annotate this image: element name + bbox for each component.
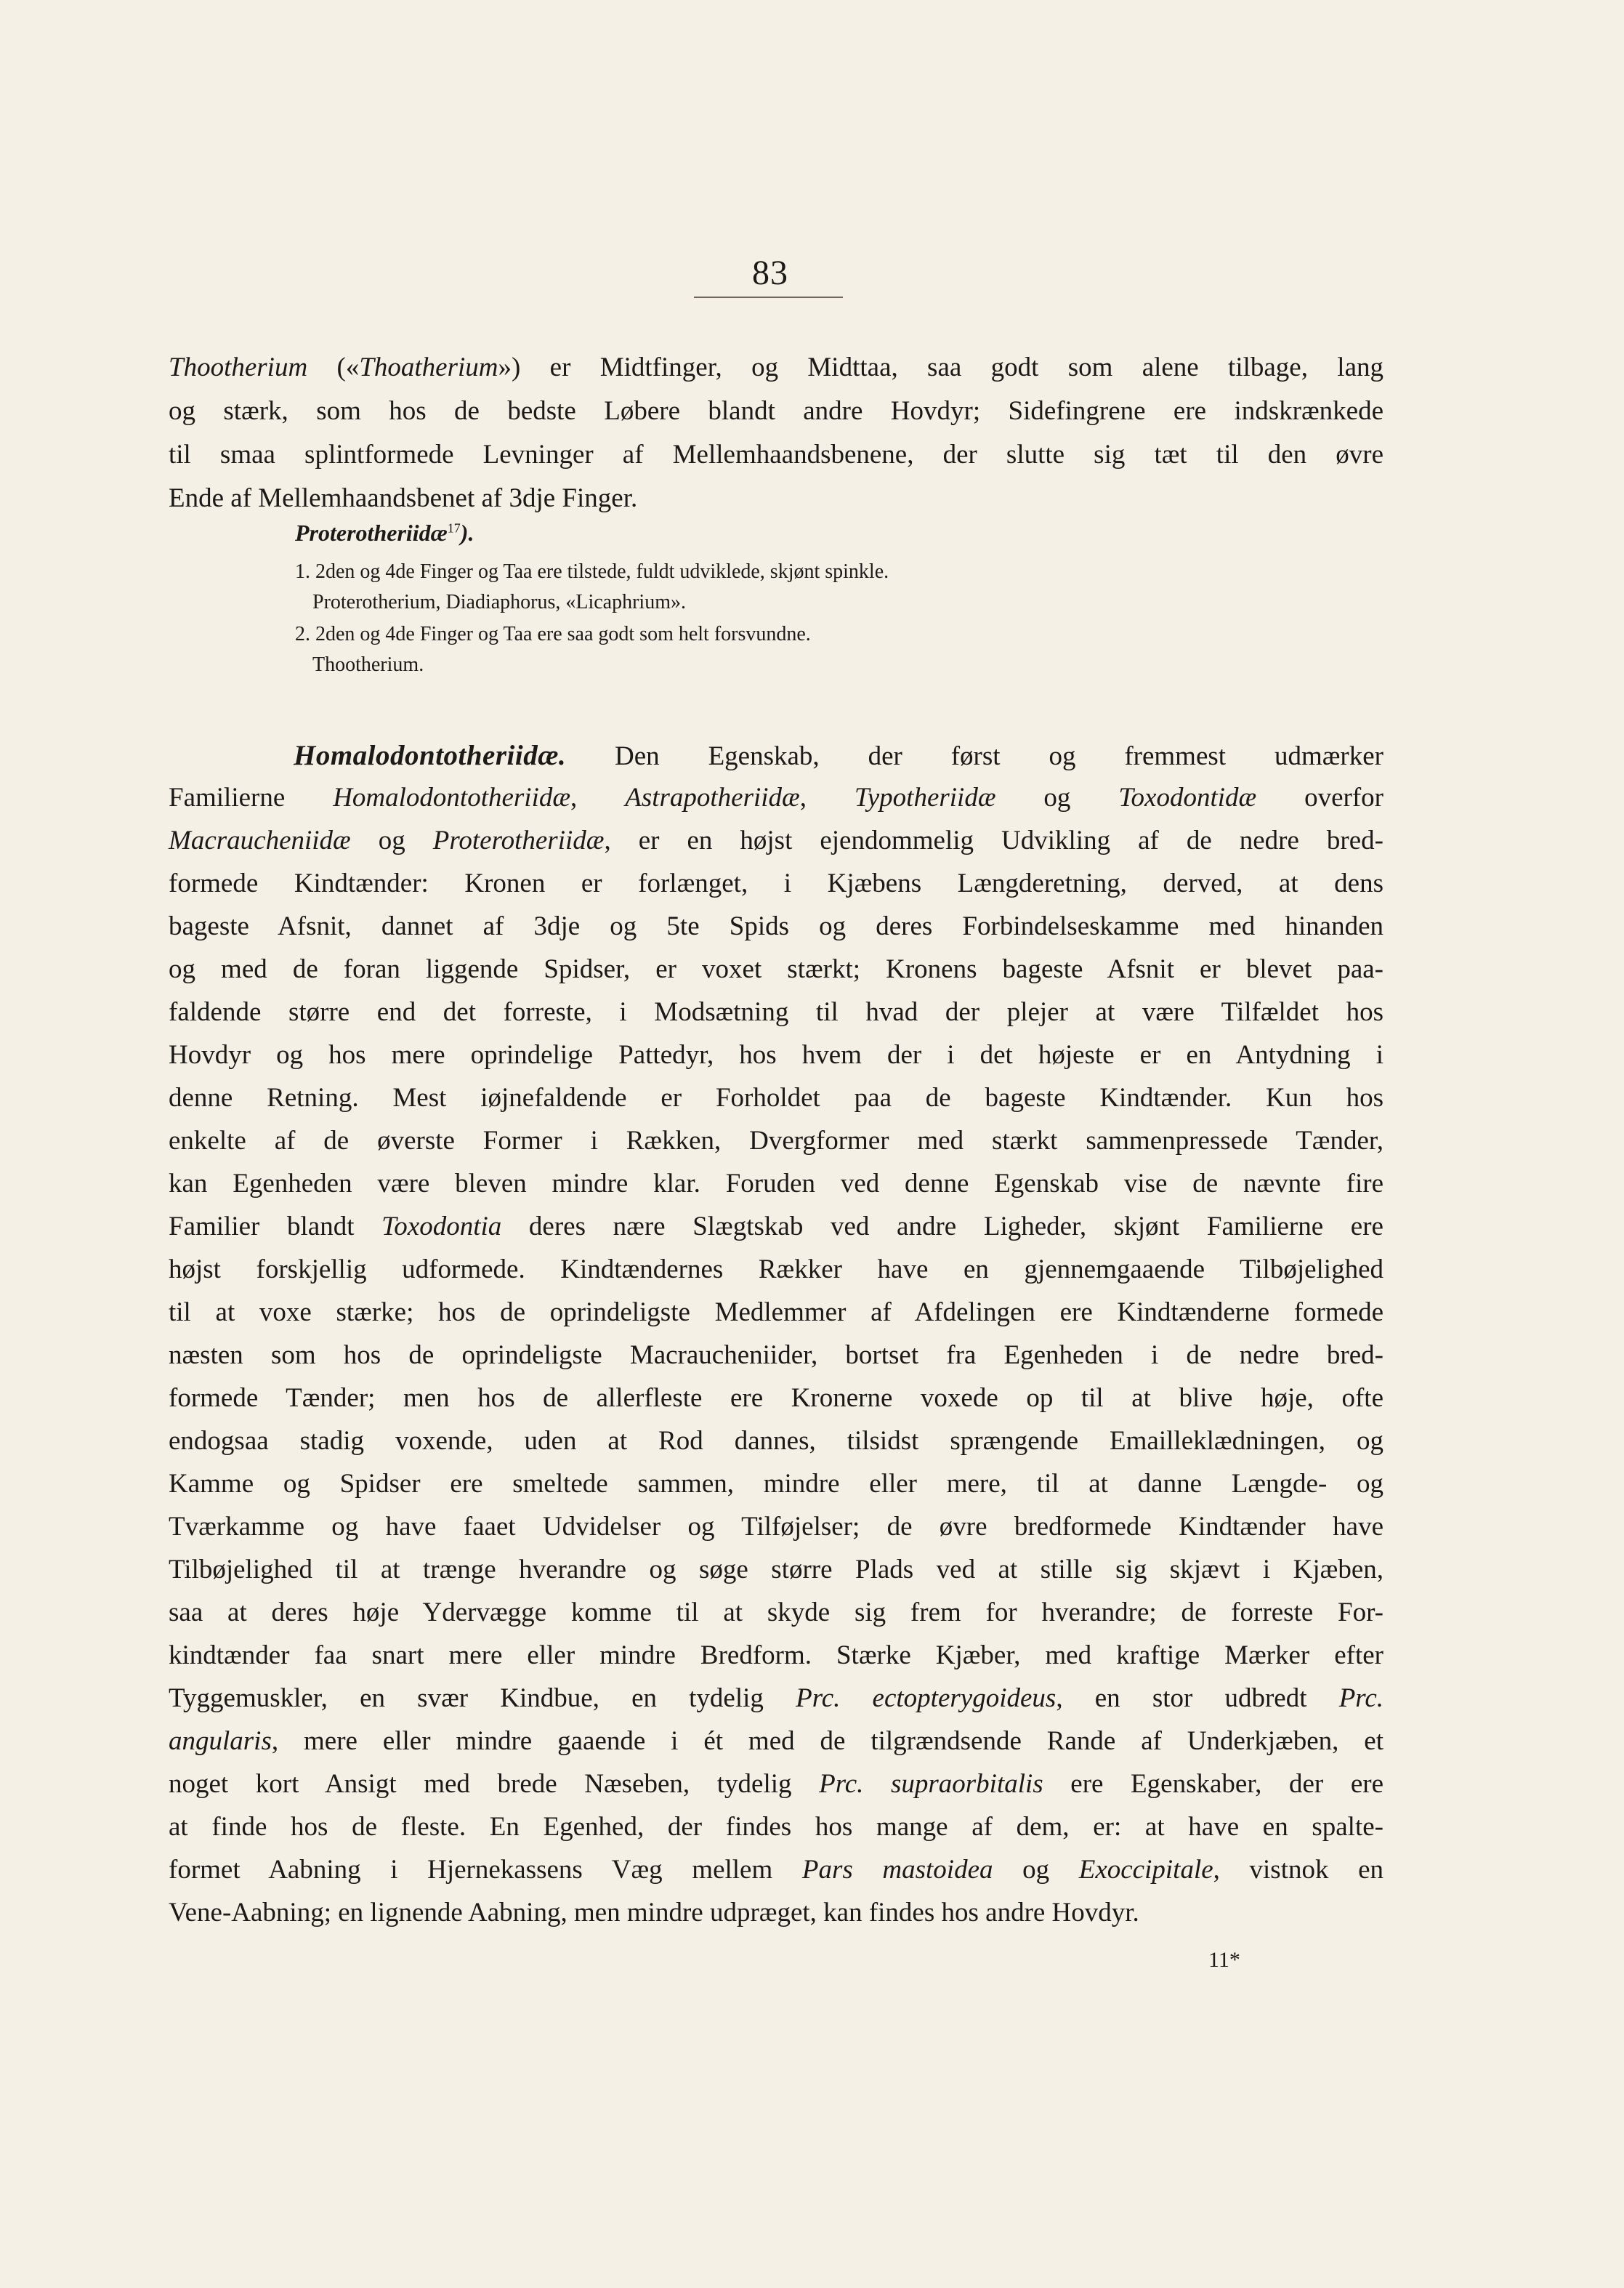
- key-item-2-genera: Thootherium.: [312, 653, 424, 676]
- genus-name: Thootherium: [169, 353, 308, 382]
- anatomical-term: Exoccipitale: [1078, 1855, 1213, 1885]
- anatomical-term: angularis: [169, 1726, 272, 1756]
- homalo-line-14: til at voxe stærke; hos de oprindeligste Medlemmer af Afdelingen ere Kindtænderne formede: [169, 1297, 1383, 1327]
- intro-line-3: til smaa splintformede Levninger af Mellemhaandsbenene, der slutte sig tæt til den øvre: [169, 440, 1383, 470]
- proterotheriidae-heading: [295, 520, 474, 547]
- text-span: deres nære Slægtskab ved andre Ligheder, skjønt Familierne ere: [501, 1212, 1383, 1241]
- homalo-line-19: Tværkamme og have faaet Udvidelser og Tilføjelser; de øvre bredformede Kindtænder have: [169, 1512, 1383, 1542]
- homalo-line-13: højst forskjellig udformede. Kindtændernes Rækker have en gjennemgaaende Tilbøjelighed: [169, 1254, 1383, 1284]
- footnote-ref: 17: [447, 520, 461, 536]
- intro-line-1: [169, 346, 1383, 390]
- text-span: og: [995, 783, 1119, 813]
- text-span: Familierne: [169, 783, 334, 813]
- homalo-line-4: formede Kindtænder: Kronen er forlænget, i Kjæbens Længderetning, derved, at dens: [169, 869, 1383, 898]
- text-span: ere Egenskaber, der ere: [1043, 1769, 1383, 1799]
- text-span: («: [307, 353, 360, 382]
- taxon-name: Homalodontotheriidæ: [333, 783, 571, 813]
- taxon-name: Astrapotheriidæ: [625, 783, 800, 813]
- homalo-line-26: at finde hos de fleste. En Egenhed, der findes hos mange af dem, er: at have en spalte-: [169, 1812, 1383, 1842]
- text-span: ») er Midtfinger, og Midttaa, saa godt som alene tilbage, lang: [498, 353, 1383, 382]
- anatomical-term: Pars mastoidea: [801, 1855, 993, 1885]
- text-span: Tyggemuskler, en svær Kindbue, en tydelig: [169, 1683, 796, 1713]
- homalo-line-7: faldende større end det forreste, i Modsætning til hvad der plejer at være Tilfældet hos: [169, 997, 1383, 1027]
- homalo-line-9: denne Retning. Mest iøjnefaldende er Forholdet paa de bageste Kindtænder. Kun hos: [169, 1083, 1383, 1113]
- taxon-name: Macraucheniidæ: [169, 826, 351, 855]
- key-item-2: 2. 2den og 4de Finger og Taa ere saa godt som helt forsvundne.: [295, 623, 811, 645]
- text-span: , en stor udbredt: [1056, 1683, 1339, 1713]
- text-span: og: [350, 826, 433, 855]
- taxon-name: Toxodontia: [381, 1212, 502, 1241]
- text-span: overfor: [1256, 783, 1384, 813]
- section-heading: Homalodontotheriidæ.: [294, 740, 567, 771]
- homalo-line-21: saa at deres høje Ydervægge komme til at skyde sig frem for hverandre; de forreste For-: [169, 1598, 1383, 1627]
- homalo-line-17: endogsaa stadig voxende, uden at Rod dannes, tilsidst sprængende Emailleklædningen, og: [169, 1426, 1383, 1456]
- homalo-line-20: Tilbøjelighed til at trænge hverandre og søge større Plads ved at stille sig skjævt i Kjæben,: [169, 1555, 1383, 1584]
- text-span: og: [993, 1855, 1079, 1885]
- intro-line-4: Ende af Mellemhaandsbenet af 3dje Finger.: [169, 483, 638, 513]
- anatomical-term: Prc.: [1338, 1683, 1383, 1713]
- text-span: noget kort Ansigt med brede Næseben, tydelig: [169, 1769, 820, 1799]
- homalo-line-3: [169, 819, 1383, 863]
- homalo-line-18: Kamme og Spidser ere smeltede sammen, mindre eller mere, til at danne Længde- og: [169, 1469, 1383, 1499]
- homalo-line-8: Hovdyr og hos mere oprindelige Pattedyr, hos hvem der i det højeste er en Antydning i: [169, 1040, 1383, 1070]
- text-span: ,: [799, 783, 855, 813]
- homalo-line-5: bageste Afsnit, dannet af 3dje og 5te Spids og deres Forbindelseskamme med hinanden: [169, 911, 1383, 941]
- text-span: Den Egenskab, der først og fremmest udmærker: [566, 741, 1383, 771]
- homalo-line-28: Vene-Aabning; en lignende Aabning, men mindre udpræget, kan findes hos andre Hovdyr.: [169, 1898, 1139, 1928]
- homalo-line-2: [169, 776, 1383, 820]
- homalo-line-1: [294, 734, 1383, 778]
- intro-line-2: og stærk, som hos de bedste Løbere blandt andre Hovdyr; Sidefingrene ere indskrænkede: [169, 396, 1383, 426]
- taxon-name: Proterotheriidæ: [432, 826, 605, 855]
- key-item-1-genera: Proterotherium, Diadiaphorus, «Licaphrium».: [312, 591, 686, 613]
- homalo-line-23: [169, 1677, 1383, 1720]
- homalo-line-27: [169, 1848, 1383, 1892]
- heading-end: ).: [460, 520, 474, 546]
- text-span: formet Aabning i Hjernekassens Væg mellem: [169, 1855, 802, 1885]
- homalo-line-25: [169, 1763, 1383, 1806]
- homalo-line-10: enkelte af de øverste Former i Rækken, Dvergformer med stærkt sammenpressede Tænder,: [169, 1126, 1383, 1156]
- taxon-name: Toxodontidæ: [1118, 783, 1257, 813]
- anatomical-term: Prc. ectopterygoideus: [796, 1683, 1057, 1713]
- key-item-1: 1. 2den og 4de Finger og Taa ere tilstede, fuldt udviklede, skjønt spinkle.: [295, 560, 889, 583]
- homalo-line-6: og med de foran liggende Spidser, er voxet stærkt; Kronens bageste Afsnit er blevet paa-: [169, 954, 1383, 984]
- text-span: ,: [570, 783, 626, 813]
- homalo-line-11: kan Egenheden være bleven mindre klar. Foruden ved denne Egenskab vise de nævnte fire: [169, 1169, 1383, 1199]
- homalo-line-24: [169, 1720, 1383, 1763]
- anatomical-term: Prc. supraorbitalis: [819, 1769, 1043, 1799]
- taxon-name: Typotheriidæ: [854, 783, 996, 813]
- heading-text: Proterotheriidæ: [295, 520, 448, 546]
- text-span: , er en højst ejendommelig Udvikling af de nedre bred-: [604, 826, 1384, 855]
- signature-mark: 11*: [1208, 1948, 1240, 1972]
- page-number-rule: [694, 297, 843, 298]
- page-number: 83: [752, 254, 788, 292]
- genus-name: Thoatherium: [359, 353, 498, 382]
- homalo-line-22: kindtænder faa snart mere eller mindre Bredform. Stærke Kjæber, med kraftige Mærker efter: [169, 1640, 1383, 1670]
- homalo-line-12: [169, 1205, 1383, 1249]
- homalo-line-15: næsten som hos de oprindeligste Macraucheniider, bortset fra Egenheden i de nedre bred-: [169, 1340, 1383, 1370]
- homalo-line-16: formede Tænder; men hos de allerfleste ere Kronerne voxede op til at blive høje, ofte: [169, 1383, 1383, 1413]
- text-span: , mere eller mindre gaaende i ét med de tilgrændsende Rande af Underkjæben, et: [271, 1726, 1383, 1756]
- text-span: , vistnok en: [1213, 1855, 1384, 1885]
- text-span: Familier blandt: [169, 1212, 382, 1241]
